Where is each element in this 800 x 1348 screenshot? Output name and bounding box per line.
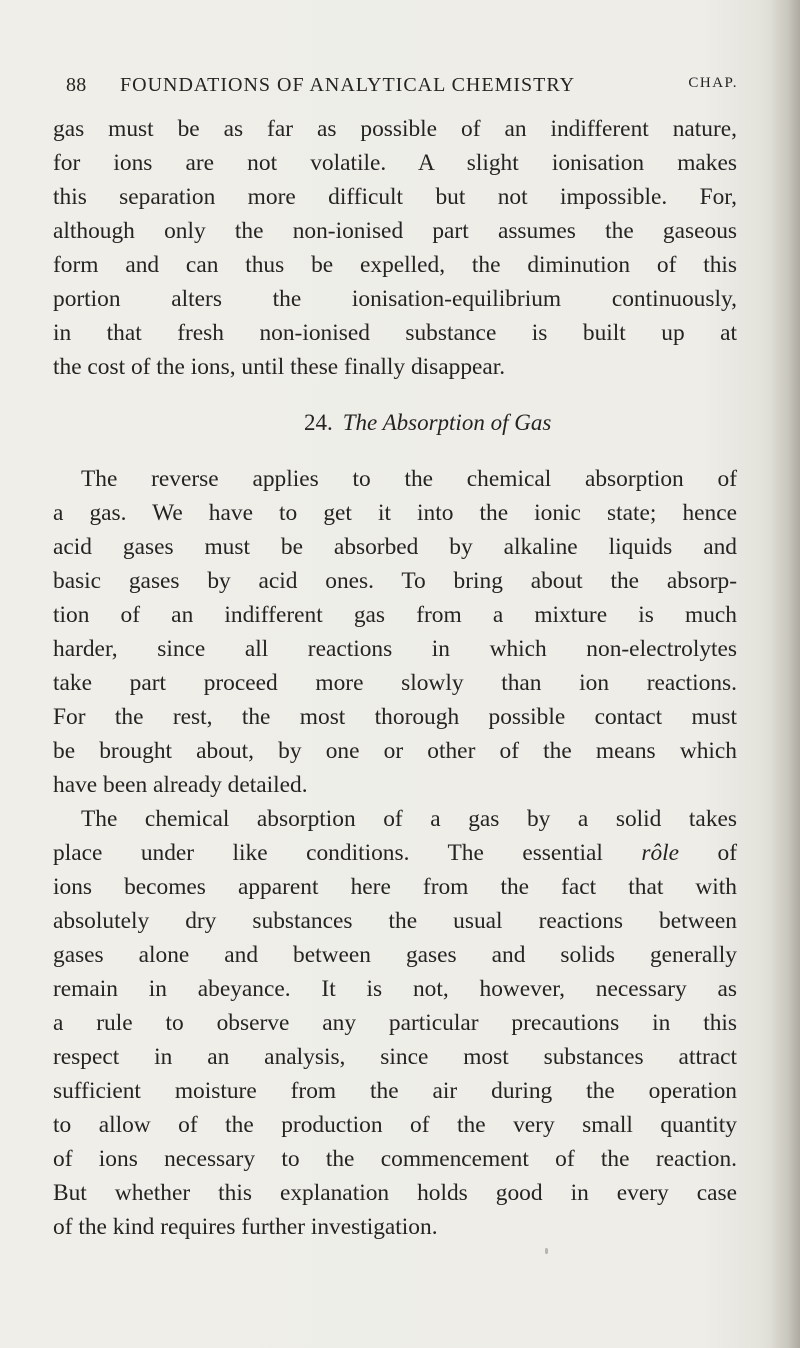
text-line: acid gases must be absorbed by alkaline liquids and xyxy=(53,534,737,560)
section-number: 24. xyxy=(304,410,333,435)
text-line: remain in abeyance. It is not, however, necessary as xyxy=(53,976,737,1002)
text-line: for ions are not volatile. A slight ionisation makes xyxy=(53,150,737,176)
text-line: sufficient moisture from the air during the operation xyxy=(53,1078,737,1104)
text-line: this separation more difficult but not impossible. For, xyxy=(53,184,737,210)
section-title: The Absorption of Gas xyxy=(342,410,552,435)
text-line: gas must be as far as possible of an indifferent nature, xyxy=(53,116,737,142)
text-line: have been already detailed. xyxy=(53,772,308,798)
text-line: basic gases by acid ones. To bring about the absorp- xyxy=(53,568,737,594)
text-line xyxy=(53,836,737,870)
text-line: of ions necessary to the commencement of the reaction. xyxy=(53,1146,737,1172)
text-line: But whether this explanation holds good in every case xyxy=(53,1180,737,1206)
body-text xyxy=(53,112,737,1244)
text-line: absolutely dry substances the usual reactions between xyxy=(53,908,737,934)
text-line: ions becomes apparent here from the fact that with xyxy=(53,874,737,900)
section-heading xyxy=(53,384,737,462)
paper-speck xyxy=(545,1248,548,1254)
chapter-label: CHAP. xyxy=(688,75,738,91)
running-head-title: FOUNDATIONS OF ANALYTICAL CHEMISTRY xyxy=(120,74,576,96)
text-line: respect in an analysis, since most substances attract xyxy=(53,1044,737,1070)
text-line: The reverse applies to the chemical absorption of xyxy=(81,466,737,492)
text-line: in that fresh non-ionised substance is built up at xyxy=(53,320,737,346)
text-line: although only the non-ionised part assumes the gaseous xyxy=(53,218,737,244)
text-line: tion of an indifferent gas from a mixture is much xyxy=(53,602,737,628)
italic-word: rôle xyxy=(641,840,680,866)
text-line: a rule to observe any particular precautions in this xyxy=(53,1010,737,1036)
text-line: harder, since all reactions in which non-electrolytes xyxy=(53,636,737,662)
text-line: take part proceed more slowly than ion reactions. xyxy=(53,670,737,696)
text-line: to allow of the production of the very small quantity xyxy=(53,1112,737,1138)
text-line: the cost of the ions, until these finally disappear. xyxy=(53,354,506,380)
text-run: of xyxy=(679,840,737,866)
page-edge-shadow xyxy=(770,0,800,1348)
text-line: a gas. We have to get it into the ionic state; hence xyxy=(53,500,737,526)
page-number: 88 xyxy=(66,74,87,96)
running-head xyxy=(66,74,738,100)
text-line: The chemical absorption of a gas by a solid takes xyxy=(81,806,737,832)
text-line: For the rest, the most thorough possible contact must xyxy=(53,704,737,730)
text-line: of the kind requires further investigation. xyxy=(53,1214,438,1240)
text-line: form and can thus be expelled, the diminution of this xyxy=(53,252,737,278)
text-run: place under like conditions. The essential xyxy=(53,840,642,866)
text-line: portion alters the ionisation-equilibrium continuously, xyxy=(53,286,737,312)
text-line: gases alone and between gases and solids generally xyxy=(53,942,737,968)
text-line: be brought about, by one or other of the means which xyxy=(53,738,737,764)
